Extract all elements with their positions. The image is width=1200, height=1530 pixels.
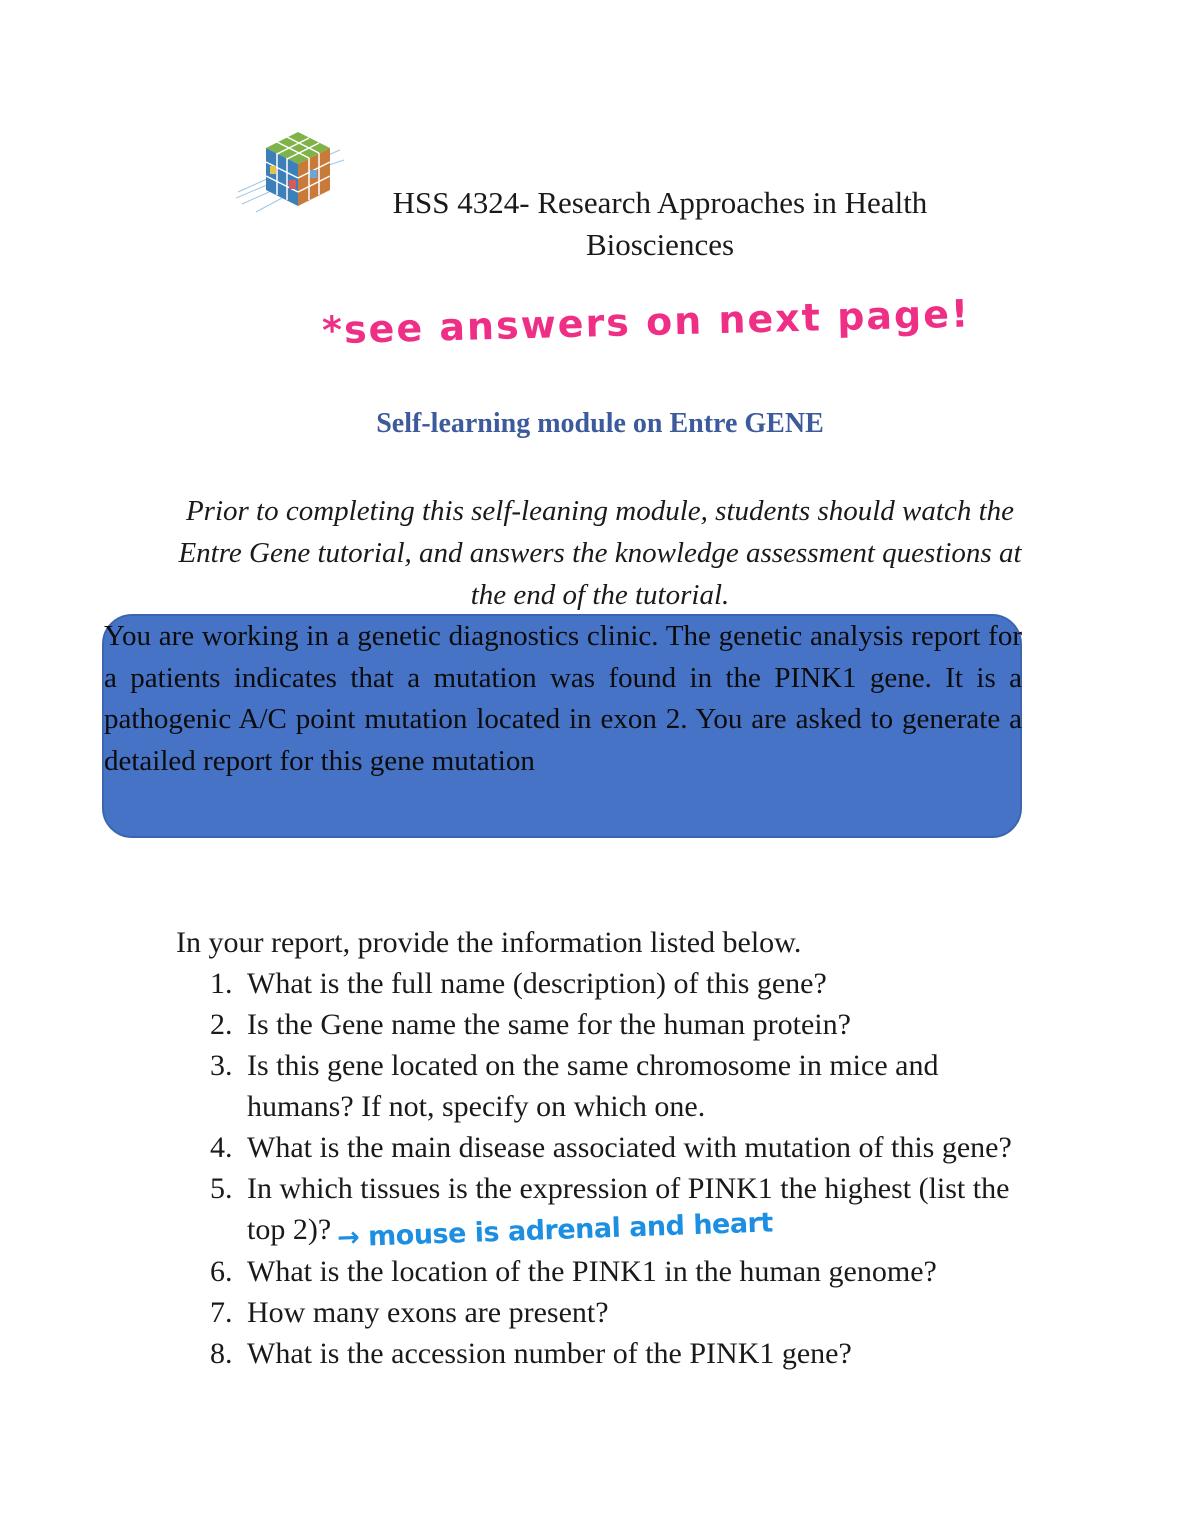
question-item	[176, 1292, 1036, 1333]
question-item	[176, 1168, 1036, 1254]
question-item	[176, 963, 1036, 1004]
question-text: In which tissues is the expression of PINK1 the highest (list the top 2)?	[247, 1172, 1010, 1246]
question-text: What is the accession number of the PINK1 gene?	[247, 1337, 852, 1370]
question-number: 8.	[210, 1337, 233, 1370]
question-text: Is the Gene name the same for the human protein?	[247, 1008, 851, 1041]
question-text: What is the main disease associated with mutation of this gene?	[247, 1131, 1012, 1164]
question-text: Is this gene located on the same chromosome in mice and humans? If not, specify on which one.	[247, 1049, 939, 1123]
question-number: 5.	[210, 1172, 233, 1205]
question-number: 1.	[210, 967, 233, 1000]
module-title: Self-learning module on Entre GENE	[376, 408, 824, 439]
scenario-text: You are working in a genetic diagnostics clinic. The genetic analysis report for a patients indicates that a mutation was found in the PINK1 gene. It is a pathogenic A/C point mutation located in exon 2. You are asked to generate a detailed report for this gene mutation	[104, 620, 1022, 777]
question-item	[176, 1127, 1036, 1168]
rubik-cube-photo-logo-icon	[236, 120, 348, 220]
question-number: 6.	[210, 1255, 233, 1288]
handwritten-note-top: *see answers on next page!	[321, 291, 971, 353]
handwritten-note-q5: → mouse is adrenal and heart	[336, 1207, 774, 1254]
course-title	[340, 182, 980, 266]
question-number: 3.	[210, 1049, 233, 1082]
question-text: What is the location of the PINK1 in the human genome?	[247, 1255, 937, 1288]
question-item	[176, 1333, 1036, 1374]
course-title-line1: HSS 4324- Research Approaches in Health	[392, 185, 928, 220]
question-number: 4.	[210, 1131, 233, 1164]
question-item	[176, 1004, 1036, 1045]
question-item	[176, 1045, 1036, 1127]
course-title-line2: Biosciences	[585, 227, 735, 262]
question-number: 2.	[210, 1008, 233, 1041]
intro-text: Prior to completing this self-leaning module, students should watch the Entre Gene tutorial, and answers the knowledge assessment questions at the end of the tutorial.	[178, 495, 1022, 611]
question-list	[176, 963, 1036, 1374]
report-lead: In your report, provide the information listed below.	[176, 926, 802, 959]
question-text: What is the full name (description) of this gene?	[247, 967, 827, 1000]
question-number: 7.	[210, 1296, 233, 1329]
question-text: How many exons are present?	[247, 1296, 609, 1329]
question-item	[176, 1251, 1036, 1292]
